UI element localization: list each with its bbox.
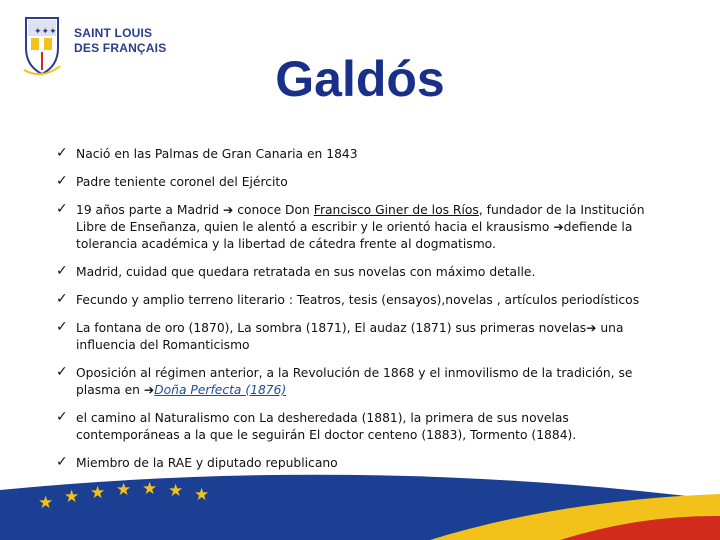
bullet-text-e: defiende la tolerancia académica y la libertad de cátedra frente al dogmatismo. bbox=[76, 220, 633, 251]
giner-name: Francisco Giner de los Ríos bbox=[313, 203, 479, 217]
star-icon: ★ bbox=[116, 480, 132, 500]
bullet-item bbox=[56, 174, 676, 191]
bullet-text-b: conoce Don bbox=[233, 203, 314, 217]
bullet-item bbox=[56, 202, 676, 253]
bullet-text: Madrid, cuidad que quedara retratada en sus novelas con máximo detalle. bbox=[76, 265, 536, 279]
check-icon: ✓ bbox=[56, 263, 68, 279]
star-icon: ★ bbox=[64, 487, 80, 507]
bullet-text-a: Oposición al régimen anterior, a la Revolución de 1868 y el inmovilismo de la tradición, se plasma en bbox=[76, 366, 633, 397]
bullet-text: Nació en las Palmas de Gran Canaria en 1843 bbox=[76, 147, 358, 161]
check-icon: ✓ bbox=[56, 291, 68, 307]
bullet-text: el camino al Naturalismo con La desheredada (1881), la primera de sus novelas contemporáneas a la que le seguirán El doctor centeno (1883), Tormento (1884). bbox=[76, 411, 577, 442]
star-icon: ★ bbox=[194, 485, 210, 505]
check-icon: ✓ bbox=[56, 454, 68, 470]
bullet-text-b: una influencia del Romanticismo bbox=[76, 321, 624, 352]
logo-line-1: SAINT LOUIS bbox=[74, 26, 153, 40]
bullet-list bbox=[56, 146, 676, 472]
bullet-text-a: 19 años parte a Madrid bbox=[76, 203, 223, 217]
star-icon: ★ bbox=[90, 483, 106, 503]
star-icon: ★ bbox=[38, 493, 54, 513]
bullet-text-a: La fontana de oro (1870), La sombra (1871), El audaz (1871) sus primeras novelas bbox=[76, 321, 587, 335]
bullet-text: Miembro de la RAE y diputado republicano bbox=[76, 456, 338, 470]
star-icon: ★ bbox=[142, 479, 158, 499]
arrow-right-icon: ➔ bbox=[143, 383, 155, 397]
arrow-right-icon: ➔ bbox=[586, 321, 597, 335]
slide-title: Galdós bbox=[275, 51, 445, 107]
arrow-right-icon: ➔ bbox=[223, 203, 234, 217]
check-icon: ✓ bbox=[56, 319, 68, 335]
bullet-item bbox=[56, 320, 676, 354]
bullet-item bbox=[56, 264, 676, 281]
bullet-text-d: , fundador de la Institución Libre de Enseñanza, quien le alentó a escribir y le orientó hacia el krausismo bbox=[76, 203, 645, 234]
logo-line-2: DES FRANÇAIS bbox=[74, 41, 167, 55]
footer-band bbox=[0, 460, 720, 540]
check-icon: ✓ bbox=[56, 173, 68, 189]
bullet-text: Padre teniente coronel del Ejército bbox=[76, 175, 288, 189]
check-icon: ✓ bbox=[56, 201, 68, 217]
bullet-item bbox=[56, 410, 676, 444]
dona-perfecta-link[interactable]: Doña Perfecta (1876) bbox=[154, 383, 287, 397]
bullet-item bbox=[56, 146, 676, 163]
star-icon: ★ bbox=[168, 481, 184, 501]
svg-text:✦✦✦: ✦✦✦ bbox=[34, 27, 57, 37]
check-icon: ✓ bbox=[56, 145, 68, 161]
bullet-item bbox=[56, 292, 676, 309]
bullet-text: Fecundo y amplio terreno literario : Teatros, tesis (ensayos),novelas , artículos periodísticos bbox=[76, 293, 640, 307]
check-icon: ✓ bbox=[56, 409, 68, 425]
check-icon: ✓ bbox=[56, 364, 68, 380]
arrow-right-icon: ➔ bbox=[553, 220, 564, 234]
bullet-item bbox=[56, 365, 676, 399]
